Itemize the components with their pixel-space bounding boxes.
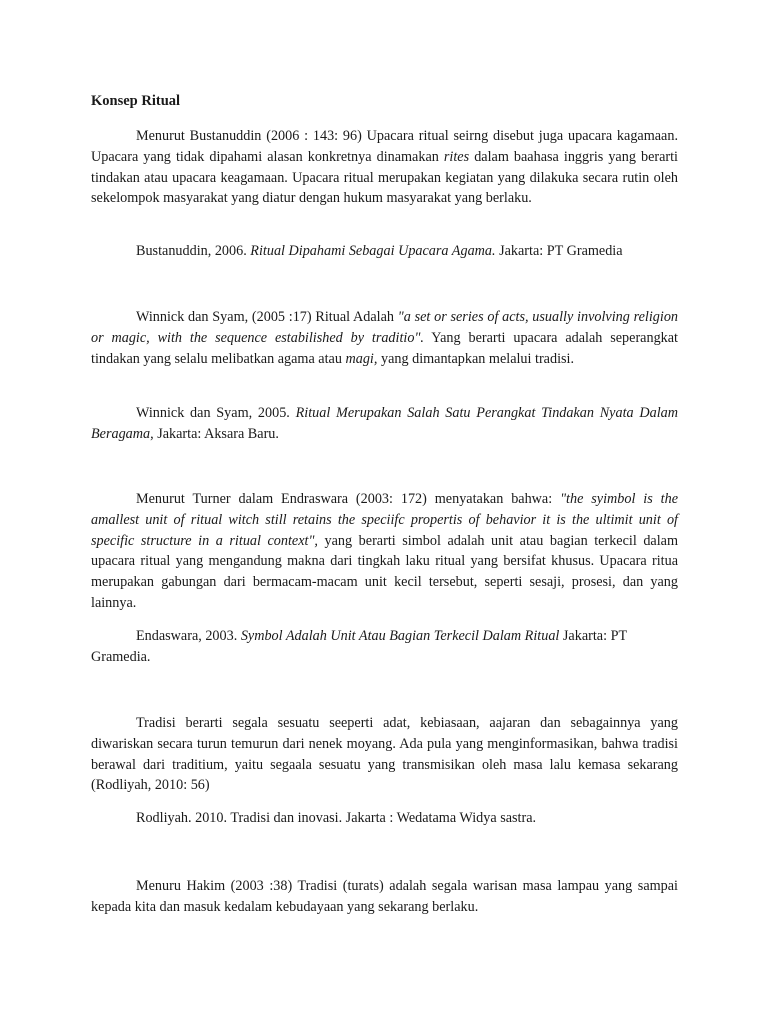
reference-endaswara xyxy=(91,626,678,668)
reference-bustanuddin xyxy=(91,241,678,262)
ref-author: Endaswara, 2003. xyxy=(136,628,241,644)
italic-term: rites xyxy=(443,148,470,165)
ref-publisher: Jakarta: PT Gramedia. xyxy=(91,628,627,665)
ref-publisher: , Jakarta: Aksara Baru. xyxy=(150,425,279,442)
text-run: Menurut Bustanuddin (2006 : 143: 96) Upacara ritual seirng disebut juga upacara kagamaan. Upacara yang tidak dipahami alasan konkretnya dinamakan xyxy=(91,128,678,165)
document-title: Konsep Ritual xyxy=(91,93,181,109)
text-run: Menurut Turner dalam Endraswara (2003: 172) menyatakan bahwa: xyxy=(136,491,561,507)
text-run: Menuru Hakim (2003 :38) Tradisi (turats) adalah segala warisan masa lampau yang sampai kepada kita dan masuk kedalam kebudayaan yang sekarang berlaku. xyxy=(91,878,678,915)
text-run: dalam baahasa inggris yang berarti tindakan atau upacara keagamaan. Upacara ritual merupakan kegiatan yang dilakuka secara rutin oleh sekelompok masyarakat yang diatur dengan hukum masyarakat yang berlaku. xyxy=(91,148,678,207)
ref-title: Ritual Dipahami Sebagai Upacara Agama. xyxy=(250,243,496,259)
text-run: Tradisi berarti segala sesuatu seeperti adat, kebiasaan, aajaran dan sebagainnya yang diwariskan secara turun temurun dari nenek moyang. Ada pula yang menginformasikan, bahwa tradisi berawal dari traditium, yaitu segaala sesuatu yang transmisikan oleh masa lalu kemasa sekarang (Rodliyah, 2010: 56) xyxy=(91,715,678,794)
paragraph-tradisi xyxy=(91,713,678,796)
ref-title: Ritual Merupakan Salah Satu Perangkat Tindakan Nyata Dalam Beragama xyxy=(91,405,678,442)
paragraph-turner xyxy=(91,489,678,614)
italic-quote: "a set or series of acts, usually involving religion or magic, with the sequence estabilished by traditio". xyxy=(91,309,679,346)
text-run: yang dimantapkan melalui tradisi. xyxy=(377,350,575,367)
text-run: Winnick dan Syam, (2005 :17) Ritual Adalah xyxy=(136,309,398,325)
ref-title: Symbol Adalah Unit Atau Bagian Terkecil Dalam Ritual xyxy=(240,628,560,644)
paragraph-hakim xyxy=(91,876,678,918)
italic-quote: "the syimbol is the amallest unit of ritual witch still retains the speciifc propertis of behavior it is the ultimit unit of specific structure in a ritual context", xyxy=(91,491,678,549)
text-run: yang berarti simbol adalah unit atau bagian terkecil dalam upacara ritual yang mengandung makna dari tingkah laku ritual yang bersifat khusus. Upacara ritua merupakan gabungan dari bermacam-macam unit kecil tersebut, seperti sesaji, prosesi, dan yang lainnya. xyxy=(91,532,679,611)
reference-winnick xyxy=(91,403,678,445)
ref-publisher: Jakarta: PT Gramedia xyxy=(495,243,623,259)
italic-term: magi, xyxy=(345,350,378,367)
text-run: Yang berarti upacara adalah seperangkat tindakan yang selalu melibatkan agama atau xyxy=(91,329,678,367)
paragraph-bustanuddin xyxy=(91,126,678,209)
paragraph-winnick xyxy=(91,307,678,369)
ref-author: Winnick dan Syam, 2005. xyxy=(136,405,296,421)
reference-rodliyah xyxy=(91,808,678,829)
ref-author: Bustanuddin, 2006. xyxy=(136,243,251,259)
ref-text: Rodliyah. 2010. Tradisi dan inovasi. Jakarta : Wedatama Widya sastra. xyxy=(136,810,537,826)
